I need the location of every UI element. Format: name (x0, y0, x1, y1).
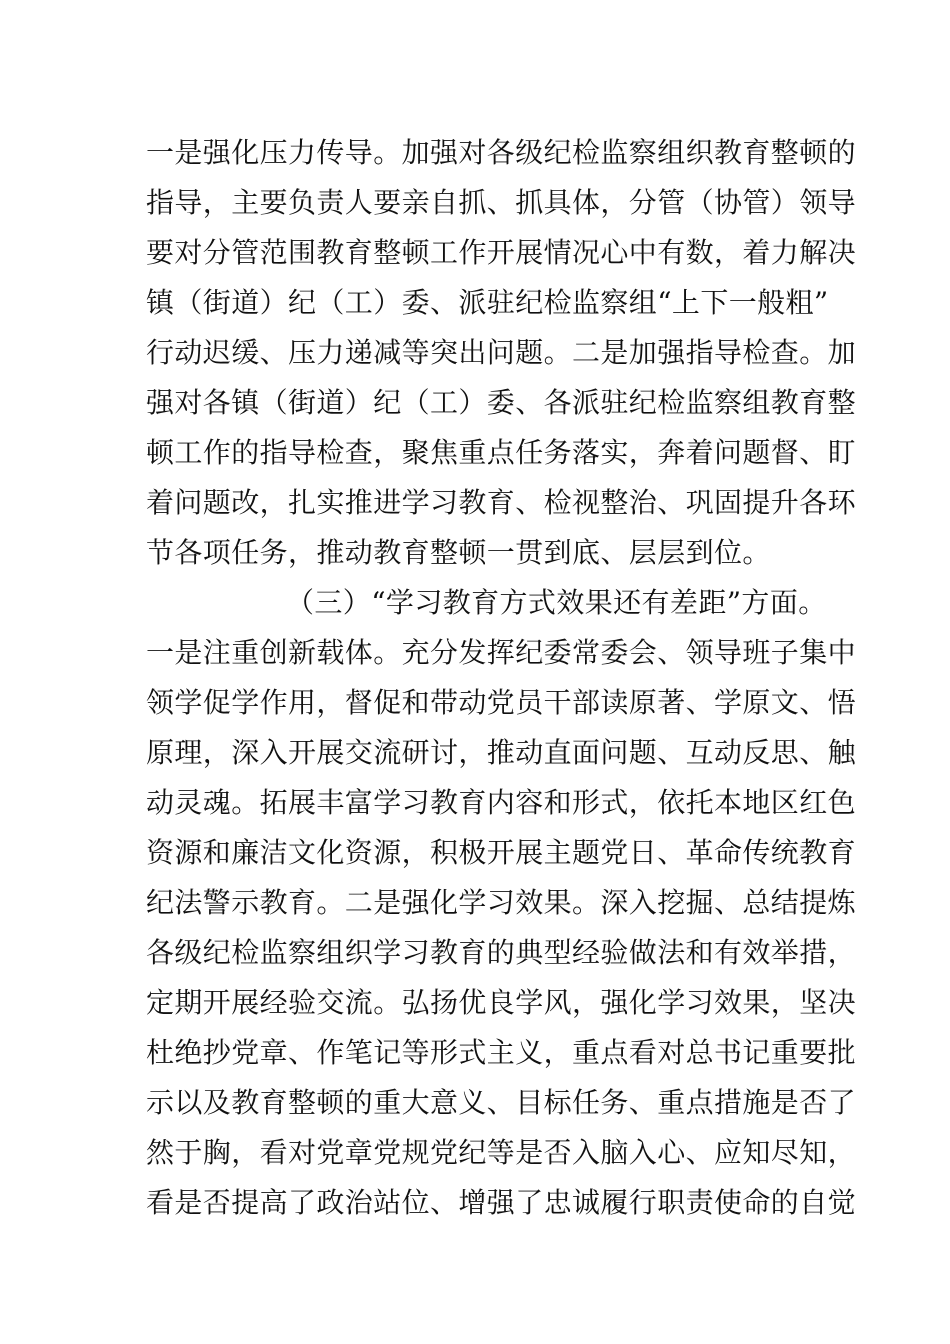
text-line: 一是注重创新载体。充分发挥纪委常委会、领导班子集中 (146, 636, 857, 669)
text-line: 资源和廉洁文化资源，积极开展主题党日、革命传统教育 (146, 836, 857, 869)
text-line: 着问题改，扎实推进学习教育、检视整治、巩固提升各环 (146, 486, 857, 519)
text-line: 节各项任务，推动教育整顿一贯到底、层层到位。 (146, 536, 771, 569)
text-line: 行动迟缓、压力递减等突出问题。二是加强指导检查。加 (146, 336, 857, 369)
text-line: 看是否提高了政治站位、增强了忠诚履行职责使命的自觉 (146, 1186, 857, 1219)
text-line: 示以及教育整顿的重大意义、目标任务、重点措施是否了 (146, 1086, 857, 1119)
text-line: 顿工作的指导检查，聚焦重点任务落实，奔着问题督、盯 (146, 436, 857, 469)
text-line: 然于胸，看对党章党规党纪等是否入脑入心、应知尽知， (146, 1136, 857, 1169)
text-line: 指导，主要负责人要亲自抓、抓具体，分管（协管）领导 (146, 186, 857, 219)
text-line: 杜绝抄党章、作笔记等形式主义，重点看对总书记重要批 (146, 1036, 857, 1069)
text-line: 各级纪检监察组织学习教育的典型经验做法和有效举措， (146, 936, 857, 969)
text-line: 镇（街道）纪（工）委、派驻纪检监察组“上下一般粗” (146, 286, 829, 319)
text-line: 强对各镇（街道）纪（工）委、各派驻纪检监察组教育整 (146, 386, 857, 419)
text-line: 一是强化压力传导。加强对各级纪检监察组织教育整顿的 (146, 136, 857, 169)
section-heading: （三）“学习教育方式效果还有差距”方面。 (286, 586, 827, 619)
text-line: 动灵魂。拓展丰富学习教育内容和形式，依托本地区红色 (146, 786, 857, 819)
text-line: 定期开展经验交流。弘扬优良学风，强化学习效果，坚决 (146, 986, 857, 1019)
text-line: 领学促学作用，督促和带动党员干部读原著、学原文、悟 (146, 686, 857, 719)
text-line: 要对分管范围教育整顿工作开展情况心中有数，着力解决 (146, 236, 857, 269)
text-line: 纪法警示教育。二是强化学习效果。深入挖掘、总结提炼 (146, 886, 857, 919)
text-line: 原理，深入开展交流研讨，推动直面问题、互动反思、触 (146, 736, 857, 769)
